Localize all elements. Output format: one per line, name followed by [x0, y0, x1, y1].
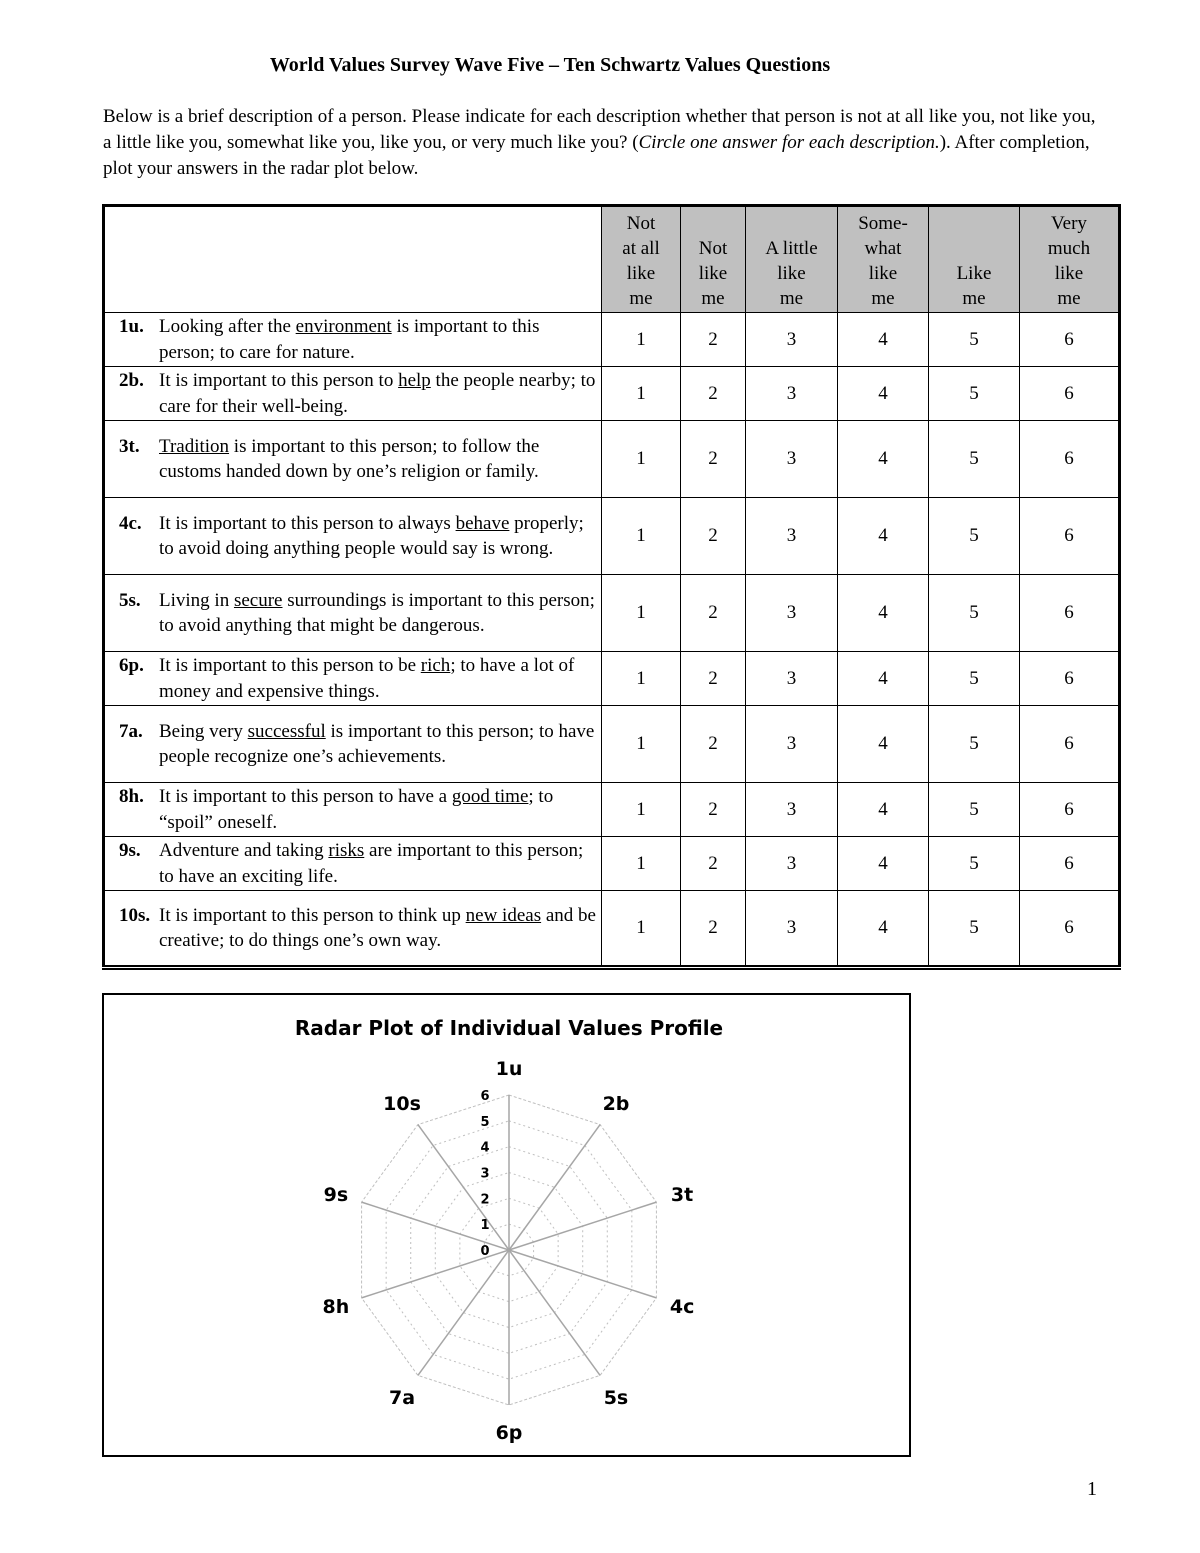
question-keyword: environment [295, 316, 392, 337]
question-keyword: new ideas [465, 904, 542, 926]
question-cell [104, 652, 602, 706]
question-row [104, 421, 1120, 498]
header-col-5: Like me [929, 206, 1020, 313]
answer-option-3[interactable]: 3 [746, 421, 838, 498]
answer-option-1[interactable]: 1 [602, 313, 681, 367]
answer-option-1[interactable]: 1 [602, 652, 681, 706]
answer-option-3[interactable]: 3 [746, 706, 838, 783]
answer-option-5[interactable]: 5 [929, 783, 1020, 837]
question-row [104, 837, 1120, 891]
answer-option-1[interactable]: 1 [602, 706, 681, 783]
axis-label-6p: 6p [495, 1422, 523, 1444]
question-row [104, 575, 1120, 652]
answer-option-3[interactable]: 3 [746, 498, 838, 575]
scale-tick-label: 0 [480, 1244, 490, 1259]
question-keyword: successful [247, 720, 326, 742]
answer-option-1[interactable]: 1 [602, 891, 681, 968]
answer-option-4[interactable]: 4 [838, 837, 929, 891]
answer-option-3[interactable]: 3 [746, 652, 838, 706]
header-col-1: Not at all like me [602, 206, 681, 313]
answer-option-4[interactable]: 4 [838, 421, 929, 498]
answer-option-4[interactable]: 4 [838, 367, 929, 421]
scale-tick-label: 6 [480, 1089, 490, 1104]
question-cell [104, 313, 602, 367]
answer-option-2[interactable]: 2 [681, 313, 746, 367]
question-text: It is important to this person to always behave properly; to avoid doing anything people would say is wrong. [159, 512, 584, 559]
question-row [104, 367, 1120, 421]
survey-table [102, 204, 1121, 970]
answer-option-6[interactable]: 6 [1020, 837, 1120, 891]
answer-option-6[interactable]: 6 [1020, 421, 1120, 498]
answer-option-1[interactable]: 1 [602, 783, 681, 837]
answer-option-6[interactable]: 6 [1020, 783, 1120, 837]
answer-option-4[interactable]: 4 [838, 575, 929, 652]
question-row [104, 652, 1120, 706]
answer-option-3[interactable]: 3 [746, 891, 838, 968]
question-number: 1u. [119, 316, 144, 337]
page-number: 1 [1087, 1478, 1097, 1500]
answer-option-6[interactable]: 6 [1020, 367, 1120, 421]
answer-option-6[interactable]: 6 [1020, 575, 1120, 652]
scale-tick-label: 2 [480, 1192, 490, 1208]
answer-option-1[interactable]: 1 [602, 421, 681, 498]
answer-option-2[interactable]: 2 [681, 706, 746, 783]
answer-option-6[interactable]: 6 [1020, 652, 1120, 706]
radar-chart-box [102, 993, 911, 1457]
axis-label-4c: 4c [669, 1296, 695, 1319]
answer-option-1[interactable]: 1 [602, 837, 681, 891]
question-keyword: risks [328, 840, 365, 861]
question-number: 4c. [119, 512, 142, 534]
axis-spoke-2b [509, 1125, 600, 1250]
axis-spoke-5s [509, 1250, 600, 1375]
scale-tick-label: 5 [480, 1114, 490, 1130]
answer-option-4[interactable]: 4 [838, 783, 929, 837]
question-number: 6p. [119, 655, 144, 676]
answer-option-5[interactable]: 5 [929, 652, 1020, 706]
survey-body [104, 313, 1120, 968]
question-number: 10s. [119, 904, 151, 926]
axis-label-7a: 7a [388, 1387, 416, 1410]
answer-option-3[interactable]: 3 [746, 367, 838, 421]
answer-option-5[interactable]: 5 [929, 575, 1020, 652]
answer-option-6[interactable]: 6 [1020, 498, 1120, 575]
question-row [104, 706, 1120, 783]
question-keyword: behave [455, 512, 510, 534]
answer-option-6[interactable]: 6 [1020, 891, 1120, 968]
question-number: 3t. [119, 435, 140, 457]
scale-tick-label: 3 [480, 1166, 490, 1182]
question-text: It is important to this person to be rich; to have a lot of money and expensive things. [159, 655, 575, 702]
header-col-3: A little like me [746, 206, 838, 313]
answer-option-4[interactable]: 4 [838, 706, 929, 783]
question-number: 2b. [119, 370, 144, 391]
question-text: Looking after the environment is important to this person; to care for nature. [159, 316, 540, 363]
document-title: World Values Survey Wave Five – Ten Schwartz Values Questions [269, 54, 831, 76]
scale-tick-label: 4 [480, 1140, 490, 1156]
scale-tick-label: 1 [480, 1218, 490, 1234]
question-cell [104, 706, 602, 783]
answer-option-3[interactable]: 3 [746, 837, 838, 891]
answer-option-5[interactable]: 5 [929, 313, 1020, 367]
answer-option-2[interactable]: 2 [681, 891, 746, 968]
answer-option-3[interactable]: 3 [746, 575, 838, 652]
chart-title: Radar Plot of Individual Values Profile [294, 1016, 724, 1040]
answer-option-5[interactable]: 5 [929, 891, 1020, 968]
answer-option-3[interactable]: 3 [746, 783, 838, 837]
answer-option-4[interactable]: 4 [838, 891, 929, 968]
answer-option-4[interactable]: 4 [838, 652, 929, 706]
question-cell [104, 421, 602, 498]
question-cell [104, 367, 602, 421]
question-row [104, 891, 1120, 968]
answer-option-1[interactable]: 1 [602, 498, 681, 575]
axis-spoke-3t [509, 1202, 656, 1250]
question-number: 7a. [119, 720, 143, 742]
question-cell [104, 837, 602, 891]
answer-option-3[interactable]: 3 [746, 313, 838, 367]
axis-spoke-10s [418, 1125, 509, 1250]
question-number: 9s. [119, 840, 141, 861]
answer-option-2[interactable]: 2 [681, 575, 746, 652]
question-row [104, 313, 1120, 367]
question-keyword: good time [451, 786, 529, 807]
answer-option-2[interactable]: 2 [681, 421, 746, 498]
answer-option-2[interactable]: 2 [681, 837, 746, 891]
axis-spoke-7a [418, 1250, 509, 1375]
question-cell [104, 783, 602, 837]
question-cell [104, 498, 602, 575]
answer-option-2[interactable]: 2 [681, 498, 746, 575]
question-text: Being very successful is important to this person; to have people recognize one’s achievements. [159, 720, 595, 767]
axis-label-10s: 10s [383, 1092, 421, 1115]
instructions-text: Below is a brief description of a person. Please indicate for each description whether that person is not at all like you, not like you, a little like you, somewhat like you, like you, or very much like you? ( [103, 106, 1096, 153]
answer-option-5[interactable]: 5 [929, 421, 1020, 498]
axis-label-3t: 3t [670, 1183, 694, 1206]
axis-label-5s: 5s [603, 1387, 629, 1410]
axis-label-2b: 2b [602, 1092, 630, 1115]
question-text: Adventure and taking risks are important to this person; to have an exciting life. [159, 840, 584, 887]
question-text: It is important to this person to think up new ideas and be creative; to do things one’s own way. [159, 904, 596, 951]
question-text: Living in secure surroundings is important to this person; to avoid anything that might be dangerous. [159, 589, 595, 636]
question-text: Tradition is important to this person; to follow the customs handed down by one’s religion or family. [159, 435, 540, 482]
answer-option-5[interactable]: 5 [929, 367, 1020, 421]
axis-label-1u: 1u [495, 1058, 523, 1080]
header-blank [104, 206, 602, 313]
header-col-4: Some- what like me [838, 206, 929, 313]
question-keyword: rich [420, 655, 451, 676]
axis-label-9s: 9s [323, 1183, 349, 1206]
radar-chart [104, 995, 909, 1455]
answer-option-5[interactable]: 5 [929, 706, 1020, 783]
answer-option-1[interactable]: 1 [602, 575, 681, 652]
header-col-6: Very much like me [1020, 206, 1120, 313]
question-keyword: Tradition [159, 435, 230, 457]
answer-option-2[interactable]: 2 [681, 783, 746, 837]
answer-option-4[interactable]: 4 [838, 313, 929, 367]
question-row [104, 498, 1120, 575]
answer-option-5[interactable]: 5 [929, 837, 1020, 891]
question-cell [104, 575, 602, 652]
answer-option-6[interactable]: 6 [1020, 706, 1120, 783]
instructions-text-end: ). After completion, plot your answers in the radar plot below. [103, 132, 1090, 179]
instructions-italic: Circle one answer for each description. [638, 132, 940, 153]
question-keyword: secure [233, 589, 283, 611]
axis-label-8h: 8h [322, 1296, 350, 1319]
question-text: It is important to this person to have a good time; to “spoil” oneself. [159, 786, 554, 833]
answer-option-6[interactable]: 6 [1020, 313, 1120, 367]
answer-option-2[interactable]: 2 [681, 652, 746, 706]
question-number: 8h. [119, 786, 144, 807]
answer-option-4[interactable]: 4 [838, 498, 929, 575]
question-row [104, 783, 1120, 837]
question-text: It is important to this person to help the people nearby; to care for their well-being. [159, 370, 596, 417]
question-number: 5s. [119, 589, 141, 611]
header-col-2: Not like me [681, 206, 746, 313]
header-row [104, 206, 1120, 313]
instructions [103, 104, 1103, 182]
answer-option-5[interactable]: 5 [929, 498, 1020, 575]
question-cell [104, 891, 602, 968]
answer-option-1[interactable]: 1 [602, 367, 681, 421]
answer-option-2[interactable]: 2 [681, 367, 746, 421]
question-keyword: help [398, 370, 431, 391]
